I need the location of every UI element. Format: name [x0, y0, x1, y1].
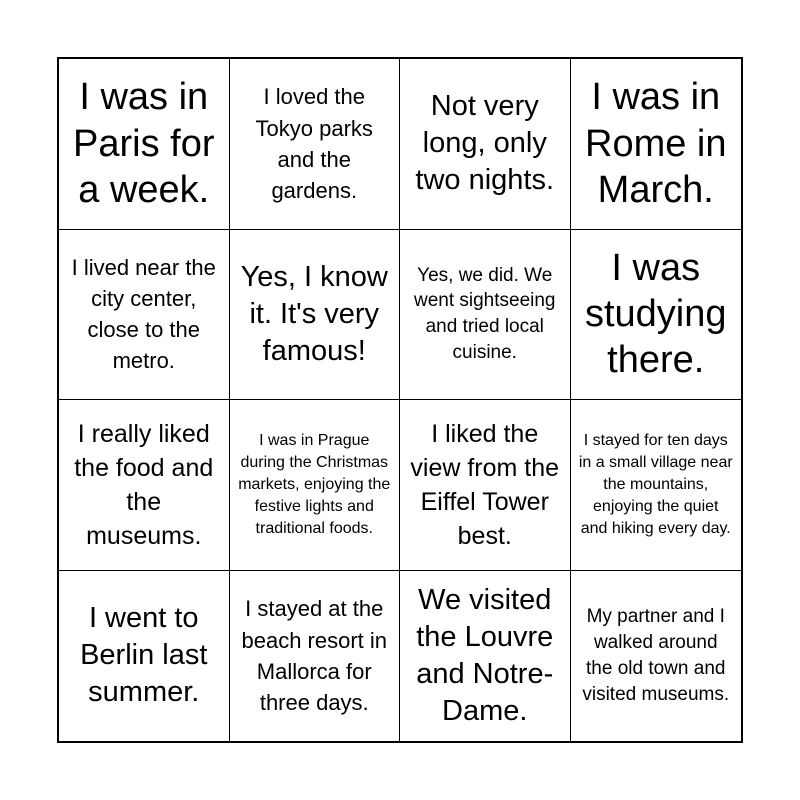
- bingo-cell-text: I stayed for ten days in a small village near the mountains, enjoying the quiet and hiking every day.: [578, 431, 733, 537]
- bingo-cell-text: We visited the Louvre and Notre-Dame.: [416, 583, 554, 727]
- bingo-cell-text: I went to Berlin last summer.: [80, 602, 208, 709]
- bingo-cell-text: I really liked the food and the museums.: [74, 419, 214, 550]
- bingo-cell-text: I was in Prague during the Christmas markets, enjoying the festive lights and traditional foods.: [238, 431, 391, 537]
- bingo-cell-text: My partner and I walked around the old town and visited museums.: [582, 606, 730, 705]
- bingo-cell-text: I lived near the city center, close to the metro.: [71, 254, 216, 374]
- bingo-cell-7[interactable]: [400, 230, 571, 401]
- bingo-cell-9[interactable]: [59, 400, 230, 571]
- bingo-cell-text: I liked the view from the Eiffel Tower best.: [410, 419, 560, 550]
- bingo-cell-13[interactable]: [59, 571, 230, 742]
- bingo-cell-3[interactable]: [400, 59, 571, 230]
- bingo-cell-2[interactable]: [230, 59, 401, 230]
- bingo-cell-11[interactable]: [400, 400, 571, 571]
- bingo-cell-1[interactable]: [59, 59, 230, 230]
- bingo-card: [57, 57, 743, 743]
- bingo-cell-text: I loved the Tokyo parks and the gardens.: [255, 84, 373, 203]
- bingo-cell-6[interactable]: [230, 230, 401, 401]
- bingo-cell-text: I stayed at the beach resort in Mallorca for three days.: [241, 596, 388, 715]
- bingo-cell-text: I was in Rome in March.: [585, 76, 727, 211]
- bingo-cell-10[interactable]: [230, 400, 401, 571]
- bingo-cell-5[interactable]: [59, 230, 230, 401]
- bingo-cell-16[interactable]: [571, 571, 742, 742]
- bingo-cell-text: I was in Paris for a week.: [73, 76, 215, 211]
- bingo-cell-4[interactable]: [571, 59, 742, 230]
- bingo-cell-text: Yes, we did. We went sightseeing and tried local cuisine.: [413, 264, 556, 364]
- bingo-cell-text: I was studying there.: [584, 246, 727, 382]
- bingo-cell-text: Yes, I know it. It's very famous!: [240, 260, 388, 367]
- bingo-cell-12[interactable]: [571, 400, 742, 571]
- bingo-cell-8[interactable]: [571, 230, 742, 401]
- bingo-cell-15[interactable]: [400, 571, 571, 742]
- bingo-cell-text: Not very long, only two nights.: [415, 90, 555, 197]
- bingo-cell-14[interactable]: [230, 571, 401, 742]
